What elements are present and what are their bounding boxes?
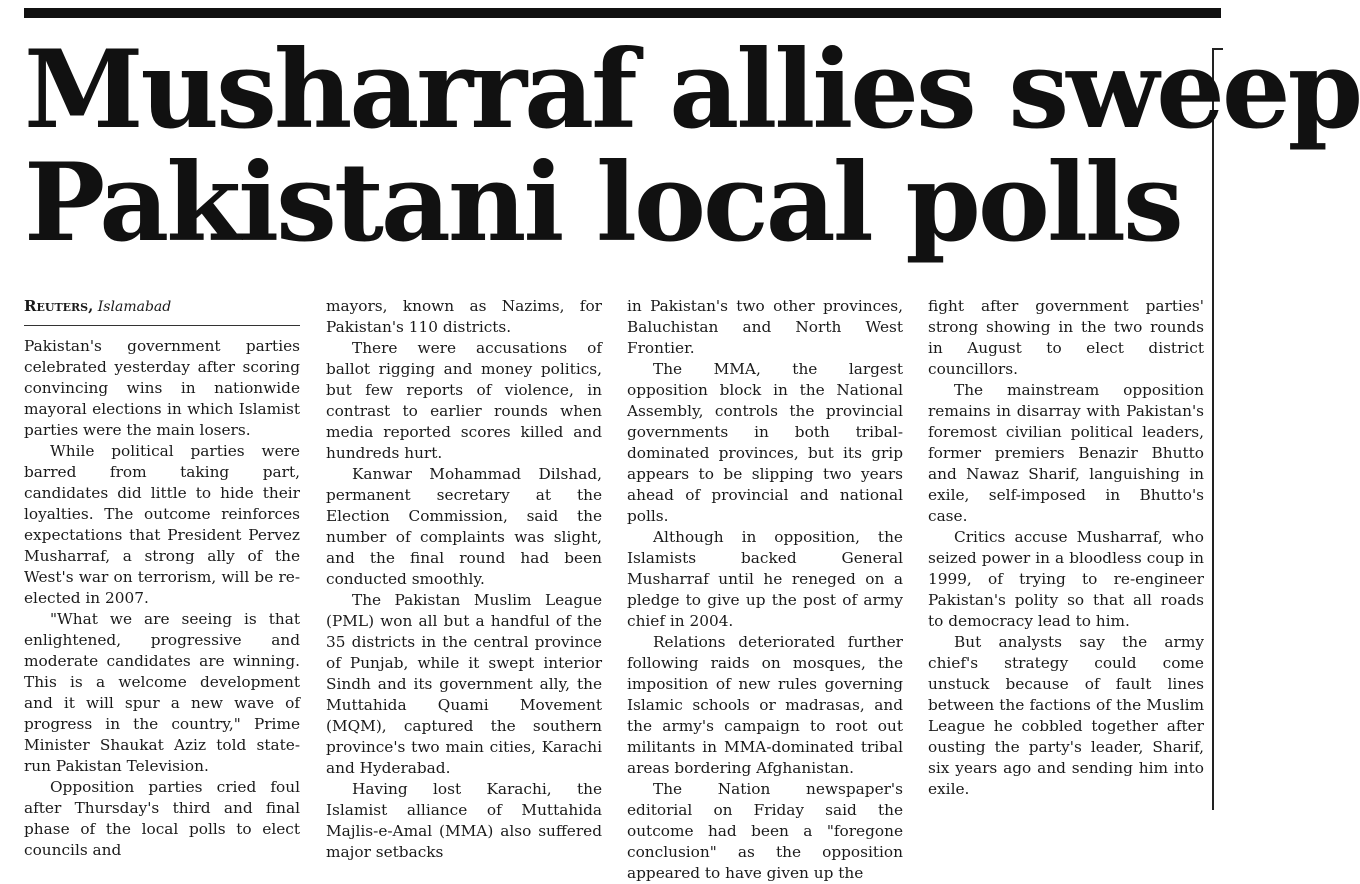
headline-line-2: Pakistani local polls (24, 140, 1181, 266)
byline (24, 296, 300, 326)
paragraph: fight after government parties' strong showing in the two rounds in August to elect district councillors. (928, 297, 1204, 378)
byline-place: Islamabad (97, 299, 172, 315)
paragraph: The MMA, the largest opposition block in the National Assembly, controls the provincial governments in both tribal-dominated provinces, but its grip appears to be slipping two years ahead of provincial and national polls. (627, 360, 903, 525)
paragraph: Having lost Karachi, the Islamist alliance of Muttahida Majlis-e-Amal (MMA) also suffered major setbacks (326, 780, 602, 861)
paragraph: The Nation newspaper's editorial on Friday said the outcome had been a "foregone conclusion" as the opposition appeared to have given up the (627, 780, 903, 882)
paragraph: mayors, known as Nazims, for Pakistan's 110 districts. (326, 297, 602, 336)
headline (24, 27, 1360, 266)
paragraph: Opposition parties cried foul after Thursday's third and final phase of the local polls to elect councils and (24, 778, 300, 859)
paragraph: "What we are seeing is that enlightened, progressive and moderate candidates are winning. This is a welcome development and it will spur a new wave of progress in the country," Prime Minister Shaukat Aziz told state-run Pakistan Television. (24, 610, 300, 775)
article-column-4 (928, 296, 1204, 811)
headline-line-1: Musharraf allies sweep (24, 27, 1360, 153)
paragraph: Pakistan's government parties celebrated yesterday after scoring convincing wins in nationwide mayoral elections in which Islamist parties were the main losers. (24, 337, 300, 439)
adjacent-column-border (1212, 48, 1223, 810)
paragraph: Relations deteriorated further following raids on mosques, the imposition of new rules governing Islamic schools or madrasas, and the army's campaign to root out militants in MMA-dominated tribal areas bordering Afghanistan. (627, 633, 903, 777)
paragraph: Critics accuse Musharraf, who seized power in a bloodless coup in 1999, of trying to re-engineer Pakistan's polity so that all roads to democracy lead to him. (928, 528, 1204, 630)
paragraph: The mainstream opposition remains in disarray with Pakistan's foremost civilian political leaders, former premiers Benazir Bhutto and Nawaz Sharif, languishing in exile, self-imposed in Bhutto's case. (928, 381, 1204, 525)
byline-agency: Reuters, (24, 297, 94, 315)
article-column-1 (24, 296, 300, 859)
paragraph: But analysts say the army chief's strategy could come unstuck because of fault lines between the factions of the Muslim League he cobbled together after ousting the party's leader, Sharif, six years ago and sending him into exile. (928, 633, 1204, 798)
paragraph: in Pakistan's two other provinces, Baluchistan and North West Frontier. (627, 297, 903, 357)
paragraph: Although in opposition, the Islamists backed General Musharraf until he reneged on a pledge to give up the post of army chief in 2004. (627, 528, 903, 630)
paragraph: While political parties were barred from taking part, candidates did little to hide their loyalties. The outcome reinforces expectations that President Pervez Musharraf, a strong ally of the West's war on terrorism, will be re-elected in 2007. (24, 442, 300, 607)
article-column-2 (326, 296, 602, 861)
top-rule (24, 8, 1221, 18)
paragraph: The Pakistan Muslim League (PML) won all but a handful of the 35 districts in the central province of Punjab, while it swept interior Sindh and its government ally, the Muttahida Quami Movement (MQM), captured the southern province's two main cities, Karachi and Hyderabad. (326, 591, 602, 777)
paragraph: Kanwar Mohammad Dilshad, permanent secretary at the Election Commission, said the number of complaints was slight, and the final round had been conducted smoothly. (326, 465, 602, 588)
paragraph: There were accusations of ballot rigging and money politics, but few reports of violence, in contrast to earlier rounds when media reported scores killed and hundreds hurt. (326, 339, 602, 462)
article-column-3 (627, 296, 903, 882)
